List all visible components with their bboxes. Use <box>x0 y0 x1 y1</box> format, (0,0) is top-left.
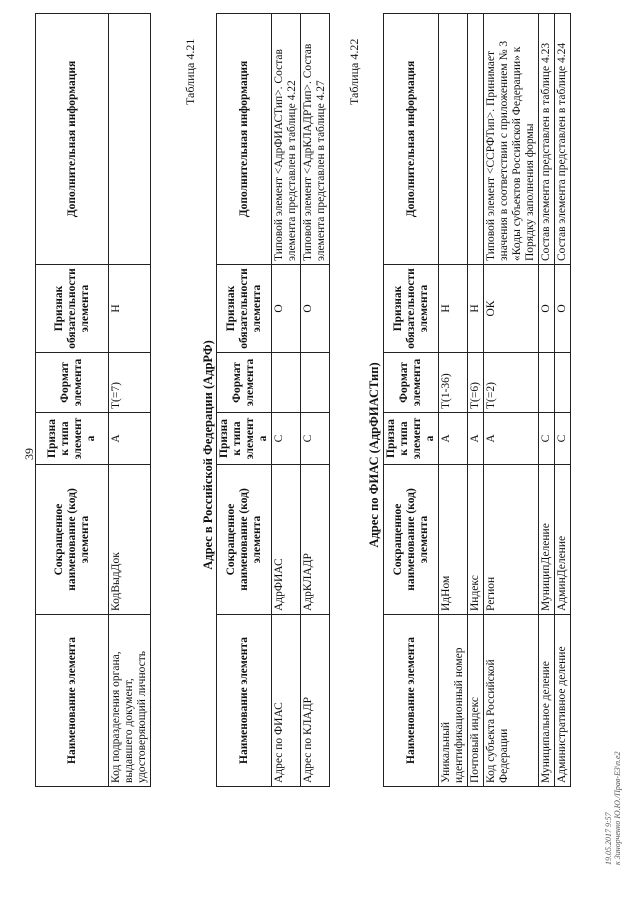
cell-type: С <box>555 413 571 465</box>
cell-short: АдрКЛАДР <box>301 465 330 615</box>
cell-info: Типовой элемент <АдрФИАСТип>. Состав элемента представлен в таблице 4.22 <box>272 14 301 265</box>
table-label-4-21: Таблица 4.21 <box>183 38 197 105</box>
cell-required: О <box>272 265 301 353</box>
print-stamp <box>604 752 622 866</box>
cell-info: Состав элемента представлен в таблице 4.23 <box>539 14 555 265</box>
page-number: 39 <box>22 448 36 460</box>
cell-short: АдминДеление <box>555 465 571 615</box>
cell-type: С <box>301 413 330 465</box>
cell-short: ИдНом <box>439 465 468 615</box>
cell-format: T(1-36) <box>439 353 468 413</box>
col-header-format: Формат элемента <box>384 353 439 413</box>
col-header-name: Наименование элемента <box>217 615 272 787</box>
table-row <box>301 14 330 787</box>
table-row <box>484 14 539 787</box>
cell-type: С <box>539 413 555 465</box>
cell-name: Почтовый индекс <box>468 615 484 787</box>
cell-required: О <box>555 265 571 353</box>
col-header-format: Формат элемента <box>36 353 109 413</box>
table-4-21 <box>216 13 330 787</box>
col-header-type: Признак типа элемента <box>384 413 439 465</box>
cell-short: Индекс <box>468 465 484 615</box>
table-row <box>109 14 151 787</box>
col-header-info: Дополнительная информация <box>217 14 272 265</box>
cell-info <box>468 14 484 265</box>
table-4-22 <box>383 13 571 787</box>
cell-short: АдрФИАС <box>272 465 301 615</box>
col-header-short: Сокращенное наименование (код) элемента <box>36 465 109 615</box>
cell-required: ОК <box>484 265 539 353</box>
cell-name: Код подразделения органа, выдавшего документ, удостоверяющий личность <box>109 615 151 787</box>
col-header-required: Признак обязательности элемента <box>217 265 272 353</box>
table-header-row <box>36 14 109 787</box>
table-row <box>555 14 571 787</box>
cell-required: О <box>539 265 555 353</box>
cell-info <box>109 14 151 265</box>
cell-required: Н <box>109 265 151 353</box>
cell-format <box>555 353 571 413</box>
cell-type: А <box>468 413 484 465</box>
cell-format: T(=2) <box>484 353 539 413</box>
cell-format: T(=6) <box>468 353 484 413</box>
table-header-row <box>217 14 272 787</box>
col-header-info: Дополнительная информация <box>384 14 439 265</box>
cell-info: Состав элемента представлен в таблице 4.24 <box>555 14 571 265</box>
col-header-type: Признак типа элемента <box>217 413 272 465</box>
cell-format <box>539 353 555 413</box>
cell-format <box>301 353 330 413</box>
table-row <box>439 14 468 787</box>
cell-type: А <box>439 413 468 465</box>
cell-required: Н <box>439 265 468 353</box>
table-title-4-22: Адрес по ФИАС (АдрФИАСТип) <box>367 362 381 548</box>
cell-short: Регион <box>484 465 539 615</box>
table-row <box>272 14 301 787</box>
col-header-type: Признак типа элемента <box>36 413 109 465</box>
col-header-info: Дополнительная информация <box>36 14 109 265</box>
cell-type: С <box>272 413 301 465</box>
col-header-required: Признак обязательности элемента <box>36 265 109 353</box>
cell-name: Уникальный идентификационный номер <box>439 615 468 787</box>
table-continuation <box>35 13 151 787</box>
stamp-line-1: 19.05.2017 9:57 <box>604 812 613 865</box>
col-header-format: Формат элемента <box>217 353 272 413</box>
cell-type: А <box>484 413 539 465</box>
col-header-name: Наименование элемента <box>36 615 109 787</box>
cell-format: T(=7) <box>109 353 151 413</box>
cell-name: Муниципальное деление <box>539 615 555 787</box>
cell-format <box>272 353 301 413</box>
cell-name: Код субъекта Российской Федерации <box>484 615 539 787</box>
table-header-row <box>384 14 439 787</box>
table-title-4-21: Адрес в Российской Федерации (АдрРФ) <box>201 340 215 570</box>
cell-required: О <box>301 265 330 353</box>
cell-name: Адрес по ФИАС <box>272 615 301 787</box>
table-label-4-22: Таблица 4.22 <box>347 38 361 105</box>
cell-info: Типовой элемент <АдрКЛАДРТип>. Состав элемента представлен в таблице 4.27 <box>301 14 330 265</box>
col-header-required: Признак обязательности элемента <box>384 265 439 353</box>
table-row <box>468 14 484 787</box>
col-header-short: Сокращенное наименование (код) элемента <box>217 465 272 615</box>
cell-type: А <box>109 413 151 465</box>
table-row <box>539 14 555 787</box>
cell-required: Н <box>468 265 484 353</box>
stamp-line-2: к Зинорченко Ю.Ю./Прав-ЕЗ\n.е2 <box>613 751 622 865</box>
cell-short: МуниципДеление <box>539 465 555 615</box>
col-header-short: Сокращенное наименование (код) элемента <box>384 465 439 615</box>
cell-short: КодВыдДок <box>109 465 151 615</box>
cell-info <box>439 14 468 265</box>
cell-info: Типовой элемент <ССРФТип>. Принимает значения в соответствии с приложением № 3 «Коды субъектов Российской Федерации» к Порядку заполнения формы <box>484 14 539 265</box>
cell-name: Адрес по КЛАДР <box>301 615 330 787</box>
cell-name: Административное деление <box>555 615 571 787</box>
col-header-name: Наименование элемента <box>384 615 439 787</box>
